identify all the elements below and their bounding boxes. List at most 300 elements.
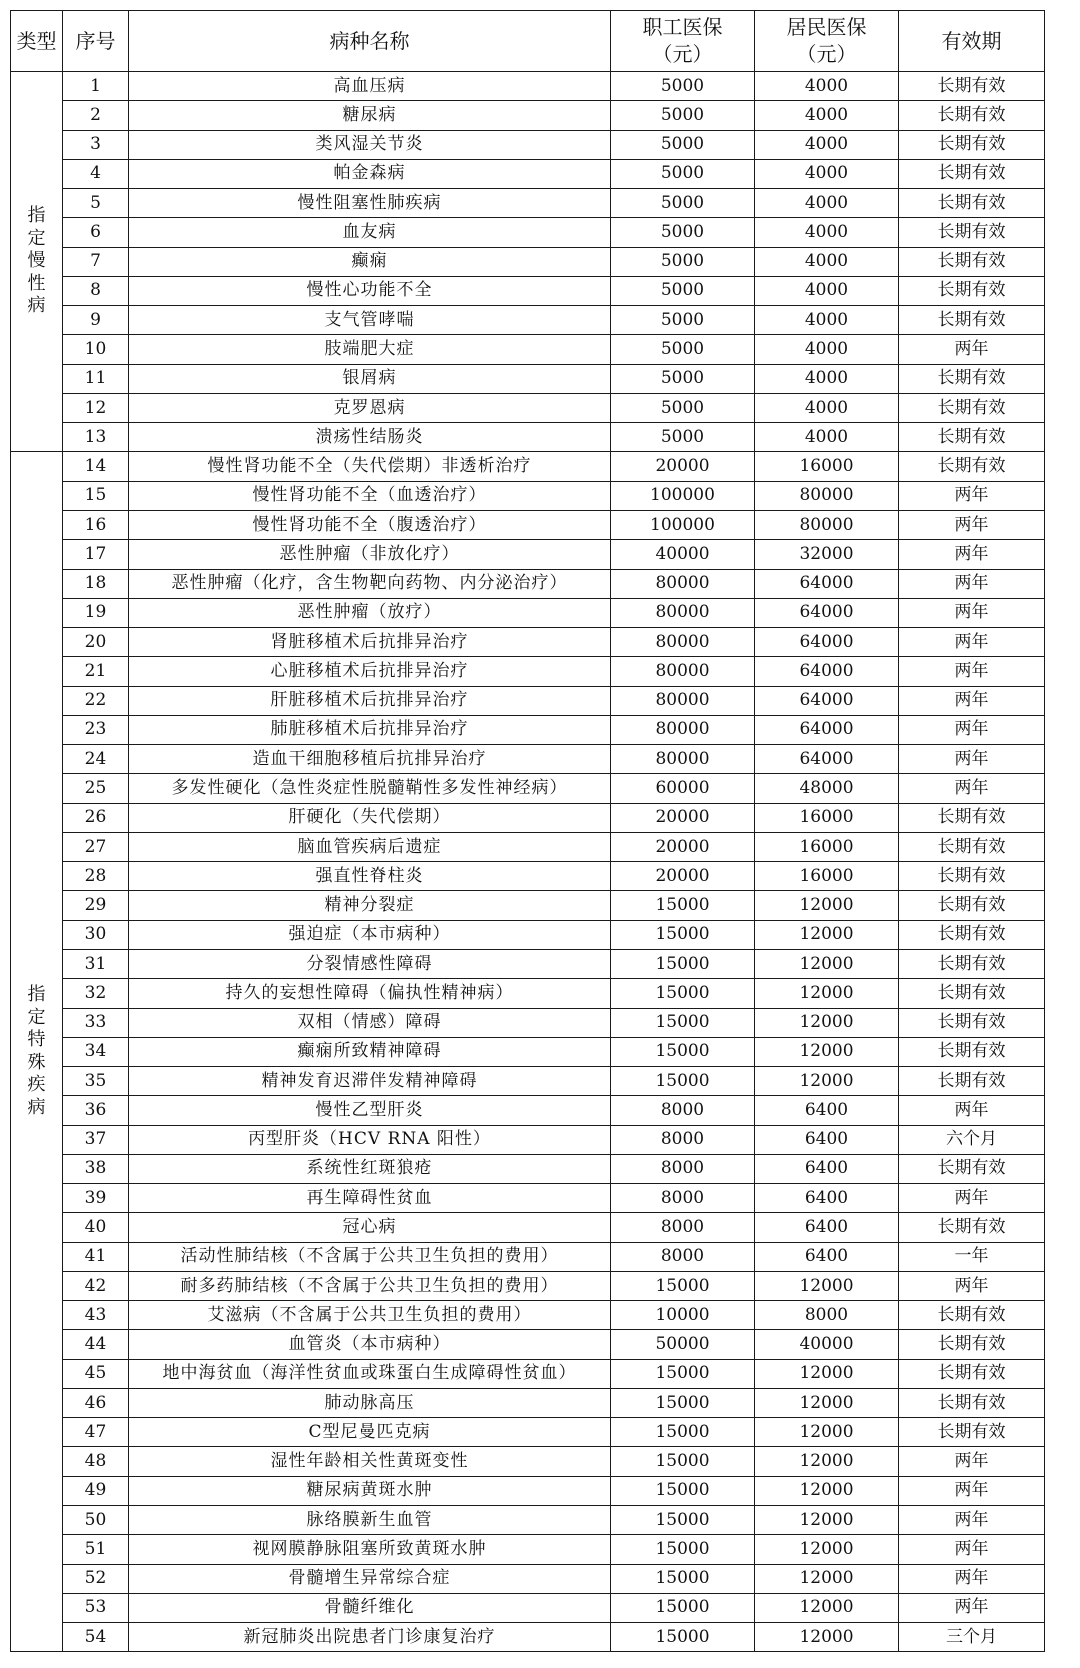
resident-insurance-amount: 80000 — [755, 510, 899, 539]
validity-period: 长期有效 — [899, 218, 1045, 247]
table-row — [11, 1242, 1045, 1271]
staff-insurance-amount: 5000 — [611, 335, 755, 364]
validity-period: 两年 — [899, 686, 1045, 715]
validity-period: 长期有效 — [899, 189, 1045, 218]
header-resident-insurance-label: 居民医保 — [786, 15, 867, 39]
header-resident-insurance — [755, 11, 899, 72]
table-row — [11, 393, 1045, 422]
table-row — [11, 72, 1045, 101]
table-row — [11, 1096, 1045, 1125]
staff-insurance-amount: 15000 — [611, 1593, 755, 1622]
row-number: 53 — [63, 1593, 129, 1622]
table-body — [11, 72, 1045, 1652]
resident-insurance-amount: 16000 — [755, 803, 899, 832]
validity-period: 两年 — [899, 774, 1045, 803]
staff-insurance-amount: 20000 — [611, 832, 755, 861]
table-row — [11, 832, 1045, 861]
row-number: 41 — [63, 1242, 129, 1271]
staff-insurance-amount: 20000 — [611, 803, 755, 832]
disease-name: 血友病 — [129, 218, 611, 247]
resident-insurance-amount: 64000 — [755, 569, 899, 598]
disease-name: 癫痫所致精神障碍 — [129, 1037, 611, 1066]
resident-insurance-amount: 12000 — [755, 1388, 899, 1417]
validity-period: 两年 — [899, 715, 1045, 744]
disease-quota-table — [10, 10, 1045, 1652]
disease-name: 肺脏移植术后抗排异治疗 — [129, 715, 611, 744]
row-number: 13 — [63, 423, 129, 452]
resident-insurance-amount: 6400 — [755, 1096, 899, 1125]
disease-name: 恶性肿瘤（放疗） — [129, 598, 611, 627]
row-number: 3 — [63, 130, 129, 159]
validity-period: 长期有效 — [899, 364, 1045, 393]
disease-name: 造血干细胞移植后抗排异治疗 — [129, 745, 611, 774]
staff-insurance-amount: 15000 — [611, 1271, 755, 1300]
row-number: 22 — [63, 686, 129, 715]
table-row — [11, 1447, 1045, 1476]
row-number: 42 — [63, 1271, 129, 1300]
staff-insurance-amount: 8000 — [611, 1213, 755, 1242]
disease-name: 癫痫 — [129, 247, 611, 276]
table-row — [11, 657, 1045, 686]
row-number: 15 — [63, 481, 129, 510]
row-number: 48 — [63, 1447, 129, 1476]
disease-name: 耐多药肺结核（不含属于公共卫生负担的费用） — [129, 1271, 611, 1300]
row-number: 26 — [63, 803, 129, 832]
disease-name: 再生障碍性贫血 — [129, 1184, 611, 1213]
staff-insurance-amount: 15000 — [611, 1623, 755, 1652]
validity-period: 两年 — [899, 1593, 1045, 1622]
table-row — [11, 862, 1045, 891]
table-row — [11, 1564, 1045, 1593]
table-row — [11, 159, 1045, 188]
disease-name: 克罗恩病 — [129, 393, 611, 422]
table-row — [11, 1535, 1045, 1564]
resident-insurance-amount: 6400 — [755, 1154, 899, 1183]
disease-name: 强直性脊柱炎 — [129, 862, 611, 891]
staff-insurance-amount: 80000 — [611, 657, 755, 686]
resident-insurance-amount: 8000 — [755, 1301, 899, 1330]
header-row — [11, 11, 1045, 72]
resident-insurance-amount: 32000 — [755, 540, 899, 569]
validity-period: 长期有效 — [899, 423, 1045, 452]
disease-name: 肝脏移植术后抗排异治疗 — [129, 686, 611, 715]
disease-name: 骨髓纤维化 — [129, 1593, 611, 1622]
resident-insurance-amount: 12000 — [755, 979, 899, 1008]
table-row — [11, 276, 1045, 305]
table-row — [11, 715, 1045, 744]
row-number: 50 — [63, 1506, 129, 1535]
resident-insurance-amount: 12000 — [755, 1067, 899, 1096]
table-row — [11, 598, 1045, 627]
disease-name: 冠心病 — [129, 1213, 611, 1242]
disease-name: 恶性肿瘤（非放化疗） — [129, 540, 611, 569]
validity-period: 长期有效 — [899, 393, 1045, 422]
staff-insurance-amount: 15000 — [611, 891, 755, 920]
disease-name: 溃疡性结肠炎 — [129, 423, 611, 452]
category-label: 指定慢性病 — [27, 205, 46, 317]
row-number: 37 — [63, 1125, 129, 1154]
disease-name: 慢性阻塞性肺疾病 — [129, 189, 611, 218]
table-row — [11, 1359, 1045, 1388]
table-row — [11, 510, 1045, 539]
staff-insurance-amount: 15000 — [611, 920, 755, 949]
validity-period: 两年 — [899, 1564, 1045, 1593]
resident-insurance-amount: 12000 — [755, 949, 899, 978]
staff-insurance-amount: 15000 — [611, 1037, 755, 1066]
staff-insurance-amount: 5000 — [611, 423, 755, 452]
validity-period: 长期有效 — [899, 276, 1045, 305]
staff-insurance-amount: 5000 — [611, 306, 755, 335]
validity-period: 长期有效 — [899, 72, 1045, 101]
disease-name: 糖尿病黄斑水肿 — [129, 1476, 611, 1505]
table-row — [11, 1067, 1045, 1096]
disease-name: 高血压病 — [129, 72, 611, 101]
row-number: 17 — [63, 540, 129, 569]
row-number: 27 — [63, 832, 129, 861]
validity-period: 长期有效 — [899, 1418, 1045, 1447]
resident-insurance-amount: 4000 — [755, 393, 899, 422]
staff-insurance-amount: 15000 — [611, 1476, 755, 1505]
disease-name: 慢性肾功能不全（腹透治疗） — [129, 510, 611, 539]
category-cell — [11, 452, 63, 1652]
table-row — [11, 101, 1045, 130]
row-number: 11 — [63, 364, 129, 393]
validity-period: 一年 — [899, 1242, 1045, 1271]
table-row — [11, 423, 1045, 452]
resident-insurance-amount: 6400 — [755, 1213, 899, 1242]
disease-name: 慢性乙型肝炎 — [129, 1096, 611, 1125]
validity-period: 两年 — [899, 1447, 1045, 1476]
validity-period: 长期有效 — [899, 247, 1045, 276]
validity-period: 长期有效 — [899, 891, 1045, 920]
staff-insurance-amount: 40000 — [611, 540, 755, 569]
staff-insurance-amount: 15000 — [611, 1564, 755, 1593]
table-row — [11, 628, 1045, 657]
validity-period: 长期有效 — [899, 1388, 1045, 1417]
disease-name: 肾脏移植术后抗排异治疗 — [129, 628, 611, 657]
validity-period: 长期有效 — [899, 101, 1045, 130]
staff-insurance-amount: 80000 — [611, 715, 755, 744]
table-row — [11, 247, 1045, 276]
staff-insurance-amount: 8000 — [611, 1242, 755, 1271]
validity-period: 长期有效 — [899, 1037, 1045, 1066]
row-number: 52 — [63, 1564, 129, 1593]
validity-period: 两年 — [899, 1271, 1045, 1300]
disease-name: 多发性硬化（急性炎症性脱髓鞘性多发性神经病） — [129, 774, 611, 803]
disease-name: 肺动脉高压 — [129, 1388, 611, 1417]
disease-name: 慢性肾功能不全（血透治疗） — [129, 481, 611, 510]
validity-period: 长期有效 — [899, 1067, 1045, 1096]
validity-period: 两年 — [899, 335, 1045, 364]
disease-name: 活动性肺结核（不含属于公共卫生负担的费用） — [129, 1242, 611, 1271]
resident-insurance-amount: 4000 — [755, 247, 899, 276]
staff-insurance-amount: 5000 — [611, 218, 755, 247]
resident-insurance-amount: 64000 — [755, 628, 899, 657]
resident-insurance-amount: 6400 — [755, 1125, 899, 1154]
row-number: 39 — [63, 1184, 129, 1213]
validity-period: 三个月 — [899, 1623, 1045, 1652]
disease-name: 骨髓增生异常综合症 — [129, 1564, 611, 1593]
row-number: 24 — [63, 745, 129, 774]
disease-name: 恶性肿瘤（化疗，含生物靶向药物、内分泌治疗） — [129, 569, 611, 598]
row-number: 19 — [63, 598, 129, 627]
staff-insurance-amount: 10000 — [611, 1301, 755, 1330]
resident-insurance-amount: 12000 — [755, 1623, 899, 1652]
row-number: 21 — [63, 657, 129, 686]
row-number: 46 — [63, 1388, 129, 1417]
row-number: 32 — [63, 979, 129, 1008]
table-row — [11, 218, 1045, 247]
staff-insurance-amount: 5000 — [611, 72, 755, 101]
validity-period: 长期有效 — [899, 949, 1045, 978]
row-number: 6 — [63, 218, 129, 247]
resident-insurance-amount: 4000 — [755, 72, 899, 101]
validity-period: 两年 — [899, 481, 1045, 510]
disease-name: 血管炎（本市病种） — [129, 1330, 611, 1359]
validity-period: 长期有效 — [899, 1008, 1045, 1037]
staff-insurance-amount: 5000 — [611, 364, 755, 393]
staff-insurance-amount: 5000 — [611, 189, 755, 218]
validity-period: 长期有效 — [899, 803, 1045, 832]
validity-period: 长期有效 — [899, 862, 1045, 891]
row-number: 35 — [63, 1067, 129, 1096]
disease-name: 银屑病 — [129, 364, 611, 393]
row-number: 30 — [63, 920, 129, 949]
row-number: 8 — [63, 276, 129, 305]
staff-insurance-amount: 100000 — [611, 510, 755, 539]
row-number: 43 — [63, 1301, 129, 1330]
table-row — [11, 1008, 1045, 1037]
resident-insurance-amount: 4000 — [755, 218, 899, 247]
staff-insurance-amount: 15000 — [611, 1418, 755, 1447]
row-number: 18 — [63, 569, 129, 598]
table-row — [11, 1506, 1045, 1535]
staff-insurance-amount: 15000 — [611, 1388, 755, 1417]
row-number: 36 — [63, 1096, 129, 1125]
resident-insurance-amount: 4000 — [755, 423, 899, 452]
disease-name: C型尼曼匹克病 — [129, 1418, 611, 1447]
validity-period: 两年 — [899, 569, 1045, 598]
resident-insurance-amount: 12000 — [755, 1476, 899, 1505]
table-row — [11, 1593, 1045, 1622]
row-number: 23 — [63, 715, 129, 744]
table-row — [11, 1623, 1045, 1652]
resident-insurance-amount: 12000 — [755, 1271, 899, 1300]
validity-period: 两年 — [899, 657, 1045, 686]
resident-insurance-amount: 12000 — [755, 891, 899, 920]
table-row — [11, 1271, 1045, 1300]
staff-insurance-amount: 5000 — [611, 393, 755, 422]
row-number: 44 — [63, 1330, 129, 1359]
staff-insurance-amount: 8000 — [611, 1096, 755, 1125]
disease-name: 艾滋病（不含属于公共卫生负担的费用） — [129, 1301, 611, 1330]
table-row — [11, 335, 1045, 364]
resident-insurance-amount: 16000 — [755, 452, 899, 481]
resident-insurance-amount: 12000 — [755, 1535, 899, 1564]
resident-insurance-amount: 64000 — [755, 686, 899, 715]
staff-insurance-amount: 8000 — [611, 1184, 755, 1213]
row-number: 5 — [63, 189, 129, 218]
staff-insurance-amount: 15000 — [611, 1008, 755, 1037]
table-row — [11, 920, 1045, 949]
resident-insurance-amount: 16000 — [755, 832, 899, 861]
validity-period: 长期有效 — [899, 920, 1045, 949]
validity-period: 长期有效 — [899, 832, 1045, 861]
validity-period: 两年 — [899, 1096, 1045, 1125]
table-row — [11, 1125, 1045, 1154]
table-row — [11, 569, 1045, 598]
resident-insurance-amount: 12000 — [755, 1506, 899, 1535]
staff-insurance-amount: 15000 — [611, 1067, 755, 1096]
resident-insurance-amount: 40000 — [755, 1330, 899, 1359]
disease-name: 新冠肺炎出院患者门诊康复治疗 — [129, 1623, 611, 1652]
row-number: 10 — [63, 335, 129, 364]
validity-period: 长期有效 — [899, 1359, 1045, 1388]
staff-insurance-amount: 15000 — [611, 1506, 755, 1535]
disease-name: 持久的妄想性障碍（偏执性精神病） — [129, 979, 611, 1008]
disease-name: 慢性心功能不全 — [129, 276, 611, 305]
row-number: 4 — [63, 159, 129, 188]
disease-name: 精神发育迟滞伴发精神障碍 — [129, 1067, 611, 1096]
disease-name: 强迫症（本市病种） — [129, 920, 611, 949]
disease-name: 脉络膜新生血管 — [129, 1506, 611, 1535]
validity-period: 长期有效 — [899, 1154, 1045, 1183]
table-row — [11, 1184, 1045, 1213]
validity-period: 两年 — [899, 1535, 1045, 1564]
disease-name: 帕金森病 — [129, 159, 611, 188]
staff-insurance-amount: 15000 — [611, 1359, 755, 1388]
resident-insurance-amount: 64000 — [755, 745, 899, 774]
table-row — [11, 1037, 1045, 1066]
validity-period: 长期有效 — [899, 1301, 1045, 1330]
staff-insurance-amount: 60000 — [611, 774, 755, 803]
resident-insurance-amount: 12000 — [755, 1008, 899, 1037]
table-row — [11, 949, 1045, 978]
staff-insurance-amount: 80000 — [611, 569, 755, 598]
row-number: 9 — [63, 306, 129, 335]
table-row — [11, 481, 1045, 510]
staff-insurance-amount: 50000 — [611, 1330, 755, 1359]
row-number: 7 — [63, 247, 129, 276]
category-cell — [11, 72, 63, 452]
disease-name: 脑血管疾病后遗症 — [129, 832, 611, 861]
disease-name: 心脏移植术后抗排异治疗 — [129, 657, 611, 686]
staff-insurance-amount: 80000 — [611, 628, 755, 657]
staff-insurance-amount: 15000 — [611, 1447, 755, 1476]
resident-insurance-amount: 64000 — [755, 715, 899, 744]
staff-insurance-amount: 8000 — [611, 1125, 755, 1154]
disease-name: 视网膜静脉阻塞所致黄斑水肿 — [129, 1535, 611, 1564]
resident-insurance-amount: 12000 — [755, 1418, 899, 1447]
disease-name: 分裂情感性障碍 — [129, 949, 611, 978]
staff-insurance-amount: 5000 — [611, 101, 755, 130]
row-number: 51 — [63, 1535, 129, 1564]
staff-insurance-amount: 5000 — [611, 159, 755, 188]
row-number: 16 — [63, 510, 129, 539]
disease-name: 湿性年龄相关性黄斑变性 — [129, 1447, 611, 1476]
validity-period: 长期有效 — [899, 130, 1045, 159]
validity-period: 长期有效 — [899, 1213, 1045, 1242]
resident-insurance-amount: 6400 — [755, 1242, 899, 1271]
staff-insurance-amount: 15000 — [611, 1535, 755, 1564]
staff-insurance-amount: 5000 — [611, 276, 755, 305]
row-number: 49 — [63, 1476, 129, 1505]
staff-insurance-amount: 15000 — [611, 949, 755, 978]
validity-period: 两年 — [899, 628, 1045, 657]
staff-insurance-amount: 8000 — [611, 1154, 755, 1183]
disease-name: 糖尿病 — [129, 101, 611, 130]
row-number: 47 — [63, 1418, 129, 1447]
disease-name: 精神分裂症 — [129, 891, 611, 920]
row-number: 1 — [63, 72, 129, 101]
validity-period: 六个月 — [899, 1125, 1045, 1154]
row-number: 33 — [63, 1008, 129, 1037]
header-resident-insurance-unit: （元） — [796, 42, 857, 66]
table-row — [11, 774, 1045, 803]
resident-insurance-amount: 12000 — [755, 1564, 899, 1593]
resident-insurance-amount: 4000 — [755, 364, 899, 393]
validity-period: 两年 — [899, 745, 1045, 774]
validity-period: 两年 — [899, 510, 1045, 539]
resident-insurance-amount: 12000 — [755, 1037, 899, 1066]
row-number: 29 — [63, 891, 129, 920]
validity-period: 两年 — [899, 1506, 1045, 1535]
row-number: 28 — [63, 862, 129, 891]
resident-insurance-amount: 12000 — [755, 920, 899, 949]
validity-period: 两年 — [899, 1476, 1045, 1505]
row-number: 25 — [63, 774, 129, 803]
resident-insurance-amount: 6400 — [755, 1184, 899, 1213]
header-staff-insurance — [611, 11, 755, 72]
row-number: 38 — [63, 1154, 129, 1183]
table-row — [11, 686, 1045, 715]
validity-period: 长期有效 — [899, 979, 1045, 1008]
resident-insurance-amount: 4000 — [755, 306, 899, 335]
staff-insurance-amount: 80000 — [611, 745, 755, 774]
table-header — [11, 11, 1045, 72]
resident-insurance-amount: 4000 — [755, 159, 899, 188]
staff-insurance-amount: 5000 — [611, 130, 755, 159]
table-row — [11, 1213, 1045, 1242]
row-number: 34 — [63, 1037, 129, 1066]
resident-insurance-amount: 12000 — [755, 1593, 899, 1622]
header-validity: 有效期 — [899, 11, 1045, 72]
resident-insurance-amount: 12000 — [755, 1359, 899, 1388]
resident-insurance-amount: 4000 — [755, 189, 899, 218]
staff-insurance-amount: 5000 — [611, 247, 755, 276]
row-number: 40 — [63, 1213, 129, 1242]
header-staff-insurance-unit: （元） — [652, 42, 713, 66]
table-row — [11, 745, 1045, 774]
disease-name: 类风湿关节炎 — [129, 130, 611, 159]
disease-name: 肝硬化（失代偿期） — [129, 803, 611, 832]
resident-insurance-amount: 4000 — [755, 276, 899, 305]
staff-insurance-amount: 100000 — [611, 481, 755, 510]
row-number: 12 — [63, 393, 129, 422]
table-row — [11, 364, 1045, 393]
table-row — [11, 1418, 1045, 1447]
table-row — [11, 1476, 1045, 1505]
staff-insurance-amount: 80000 — [611, 598, 755, 627]
table-row — [11, 1154, 1045, 1183]
resident-insurance-amount: 80000 — [755, 481, 899, 510]
validity-period: 两年 — [899, 598, 1045, 627]
table-row — [11, 1388, 1045, 1417]
row-number: 14 — [63, 452, 129, 481]
header-staff-insurance-label: 职工医保 — [642, 15, 723, 39]
disease-name: 地中海贫血（海洋性贫血或珠蛋白生成障碍性贫血） — [129, 1359, 611, 1388]
row-number: 2 — [63, 101, 129, 130]
